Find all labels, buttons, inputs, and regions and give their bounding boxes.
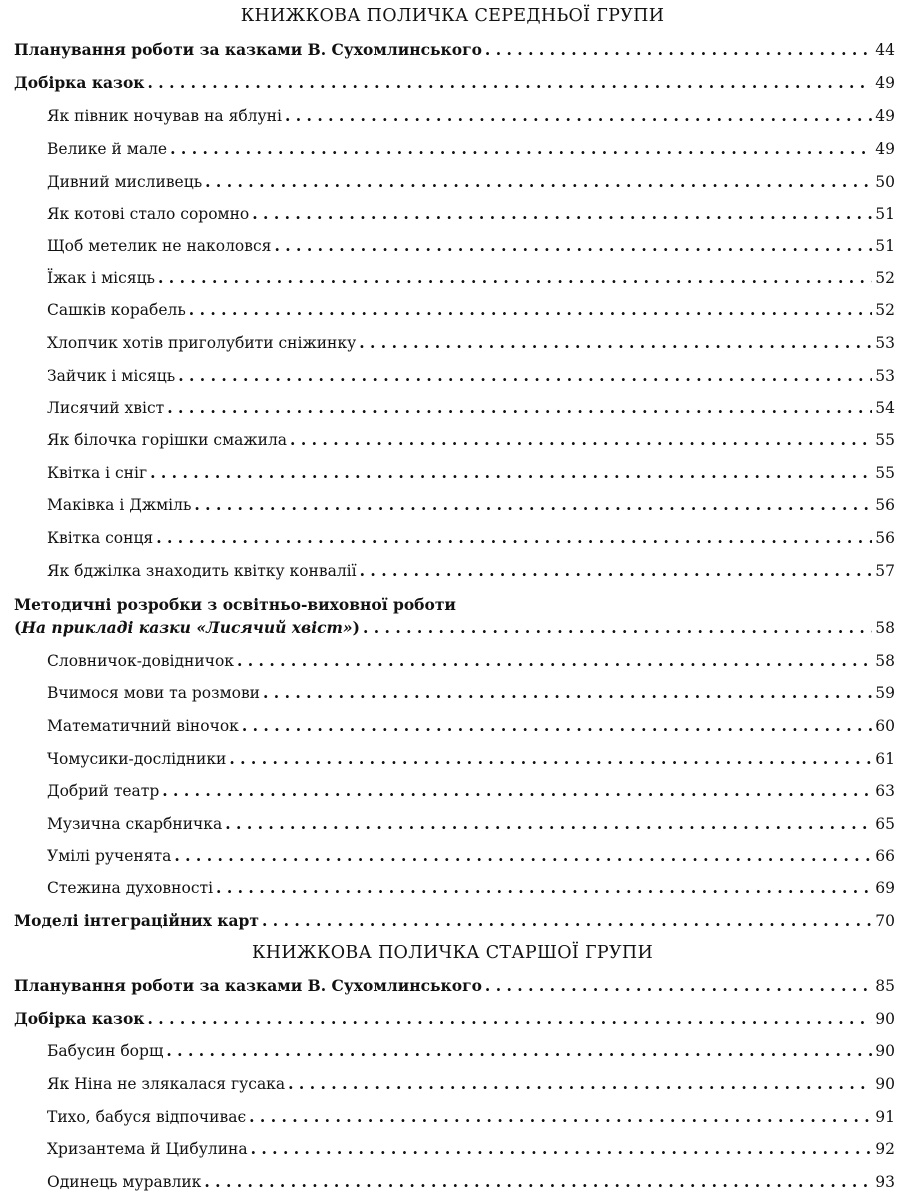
toc-entry-label: Бабусин борщ	[47, 1042, 164, 1060]
toc-entry-page: 49	[875, 140, 895, 158]
toc-entry-label: Їжак і місяць	[47, 269, 156, 287]
toc-entry-page: 92	[875, 1140, 895, 1158]
toc-leader-dots	[360, 561, 873, 581]
toc-leader-dots	[263, 683, 872, 703]
toc-leader-dots	[147, 1009, 872, 1029]
toc-entry-page: 51	[875, 205, 895, 223]
toc-leader-dots	[274, 236, 872, 256]
toc-entry-label: Добрий театр	[47, 782, 160, 800]
toc-entry	[47, 1107, 895, 1127]
toc-entry-page: 55	[875, 431, 895, 449]
toc-entry-page: 44	[875, 41, 895, 59]
toc-entry-page: 53	[875, 367, 895, 385]
toc-entry-page: 60	[875, 717, 895, 735]
toc-entry-label: Одинець муравлик	[47, 1173, 202, 1191]
toc-leader-dots	[158, 268, 872, 288]
toc-entry-page: 54	[875, 399, 895, 417]
paren-close: )	[352, 618, 360, 637]
toc-leader-dots	[288, 1074, 872, 1094]
toc-entry-page: 49	[875, 74, 895, 92]
toc-entry	[47, 106, 895, 126]
toc-leader-dots	[251, 1139, 873, 1159]
toc-leader-dots	[229, 749, 872, 769]
toc-entry-label: Велике й мале	[47, 140, 168, 158]
toc-entry-page: 57	[875, 562, 895, 580]
toc-entry-label: Сашків корабель	[47, 301, 186, 319]
toc-entry-label: Стежина духовності	[47, 879, 214, 897]
toc-entry-label: Щоб метелик не наколовся	[47, 237, 272, 255]
toc-entry	[47, 204, 895, 224]
toc-entry	[14, 911, 895, 931]
toc-entry-methodical	[14, 618, 895, 638]
toc-entry-page: 56	[875, 529, 895, 547]
toc-entry	[47, 878, 895, 898]
toc-entry	[47, 139, 895, 159]
toc-entry-label: Тихо, бабуся відпочиває	[47, 1108, 247, 1126]
toc-entry-label: Як котові стало соромно	[47, 205, 250, 223]
toc-entry-label: Добірка казок	[14, 73, 145, 92]
toc-entry-label: Умілі рученята	[47, 847, 172, 865]
toc-entry-label: Як Ніна не злякалася гусака	[47, 1075, 286, 1093]
toc-leader-dots	[363, 618, 872, 638]
toc-entry-page: 59	[875, 684, 895, 702]
toc-leader-dots	[249, 1107, 872, 1127]
toc-entry-page: 52	[875, 301, 895, 319]
toc-entry	[47, 236, 895, 256]
toc-entry-label: Словничок-довідничок	[47, 652, 234, 670]
toc-leader-dots	[189, 300, 872, 320]
toc-leader-dots	[147, 73, 872, 93]
toc-entry-page: 51	[875, 237, 895, 255]
toc-entry	[47, 781, 895, 801]
toc-leader-dots	[285, 106, 872, 126]
toc-leader-dots	[359, 333, 872, 353]
toc-entry	[47, 300, 895, 320]
toc-entry-page: 52	[875, 269, 895, 287]
toc-leader-dots	[150, 463, 872, 483]
toc-entry	[14, 73, 895, 93]
toc-entry-page: 65	[875, 815, 895, 833]
toc-entry-page: 90	[875, 1075, 895, 1093]
toc-entry-page: 55	[875, 464, 895, 482]
toc-entry	[14, 40, 895, 60]
toc-entry-label: Хризантема й Цибулина	[47, 1140, 248, 1158]
paren-open: (	[14, 618, 22, 637]
toc-entry-label: Чомусики-дослідники	[47, 750, 227, 768]
toc-entry-label: Зайчик і місяць	[47, 367, 176, 385]
toc-entry	[14, 976, 895, 996]
section-title-senior-group: КНИЖКОВА ПОЛИЧКА СТАРШОЇ ГРУПИ	[251, 943, 654, 963]
toc-entry	[47, 651, 895, 671]
toc-entry-page: 58	[875, 652, 895, 670]
toc-entry-page: 53	[875, 334, 895, 352]
toc-leader-dots	[204, 1172, 872, 1192]
toc-methodical-subtitle: На прикладі казки «Лисячий хвіст»	[21, 618, 353, 637]
toc-leader-dots	[485, 976, 872, 996]
toc-entry	[47, 1172, 895, 1192]
toc-entry-page: 50	[875, 173, 895, 191]
toc-entry-label: Дивний мисливець	[47, 173, 203, 191]
toc-leader-dots	[162, 781, 872, 801]
toc-entry-label: Квітка сонця	[47, 529, 154, 547]
toc-entry-page: 69	[875, 879, 895, 897]
toc-leader-dots	[174, 846, 872, 866]
toc-entry-label: Квітка і сніг	[47, 464, 148, 482]
toc-entry	[47, 1139, 895, 1159]
toc-entry-label: Лисячий хвіст	[47, 399, 165, 417]
toc-leader-dots	[225, 814, 872, 834]
toc-leader-dots	[167, 398, 872, 418]
toc-entry-label	[14, 618, 360, 638]
toc-entry	[47, 683, 895, 703]
toc-leader-dots	[170, 139, 872, 159]
toc-leader-dots	[178, 366, 872, 386]
toc-entry	[47, 716, 895, 736]
toc-entry	[47, 463, 895, 483]
toc-entry	[47, 495, 895, 515]
toc-entry	[47, 430, 895, 450]
toc-entry-page: 49	[875, 107, 895, 125]
toc-entry-page: 58	[875, 619, 895, 637]
toc-entry-label: Планування роботи за казками В. Сухомлинського	[14, 976, 482, 995]
toc-entry	[47, 398, 895, 418]
toc-leader-dots	[242, 716, 872, 736]
toc-entry-label: Музична скарбничка	[47, 815, 223, 833]
toc-entry-label: Моделі інтеграційних карт	[14, 911, 259, 930]
toc-leader-dots	[194, 495, 872, 515]
toc-entry	[47, 366, 895, 386]
toc-entry	[47, 333, 895, 353]
toc-entry	[47, 172, 895, 192]
toc-entry-label: Як білочка горішки смажила	[47, 431, 288, 449]
toc-entry	[47, 749, 895, 769]
toc-leader-dots	[290, 430, 872, 450]
toc-entry-page: 63	[875, 782, 895, 800]
toc-entry	[47, 814, 895, 834]
toc-entry	[14, 1009, 895, 1029]
toc-entry-page: 61	[875, 750, 895, 768]
toc-leader-dots	[216, 878, 872, 898]
toc-entry-page: 90	[875, 1042, 895, 1060]
toc-leader-dots	[237, 651, 872, 671]
toc-entry	[47, 268, 895, 288]
toc-entry-label: Маківка і Джміль	[47, 496, 192, 514]
toc-entry-page: 93	[875, 1173, 895, 1191]
toc-entry	[47, 528, 895, 548]
toc-leader-dots	[262, 911, 872, 931]
toc-entry-label: Як бджілка знаходить квітку конвалії	[47, 562, 357, 580]
toc-leader-dots	[485, 40, 872, 60]
toc-entry-page: 70	[875, 912, 895, 930]
toc-entry	[47, 1074, 895, 1094]
toc-leader-dots	[205, 172, 872, 192]
toc-entry-page: 90	[875, 1010, 895, 1028]
section-title-middle-group: КНИЖКОВА ПОЛИЧКА СЕРЕДНЬОЇ ГРУПИ	[240, 6, 665, 26]
toc-entry	[47, 561, 895, 581]
toc-leader-dots	[252, 204, 872, 224]
toc-entry-label: Вчимося мови та розмови	[47, 684, 261, 702]
toc-entry-page: 85	[875, 977, 895, 995]
toc-entry-page: 91	[875, 1108, 895, 1126]
toc-leader-dots	[156, 528, 872, 548]
toc-entry-label: Добірка казок	[14, 1009, 145, 1028]
toc-methodical-heading: Методичні розробки з освітньо-виховної роботи	[14, 595, 456, 614]
toc-entry-page: 66	[875, 847, 895, 865]
toc-entry-label: Математичний віночок	[47, 717, 239, 735]
toc-entry	[47, 846, 895, 866]
toc-entry-label: Планування роботи за казками В. Сухомлинського	[14, 40, 482, 59]
toc-entry-label: Як півник ночував на яблуні	[47, 107, 282, 125]
toc-entry-page: 56	[875, 496, 895, 514]
toc-entry-label: Хлопчик хотів приголубити сніжинку	[47, 334, 357, 352]
toc-leader-dots	[166, 1041, 872, 1061]
toc-entry	[47, 1041, 895, 1061]
